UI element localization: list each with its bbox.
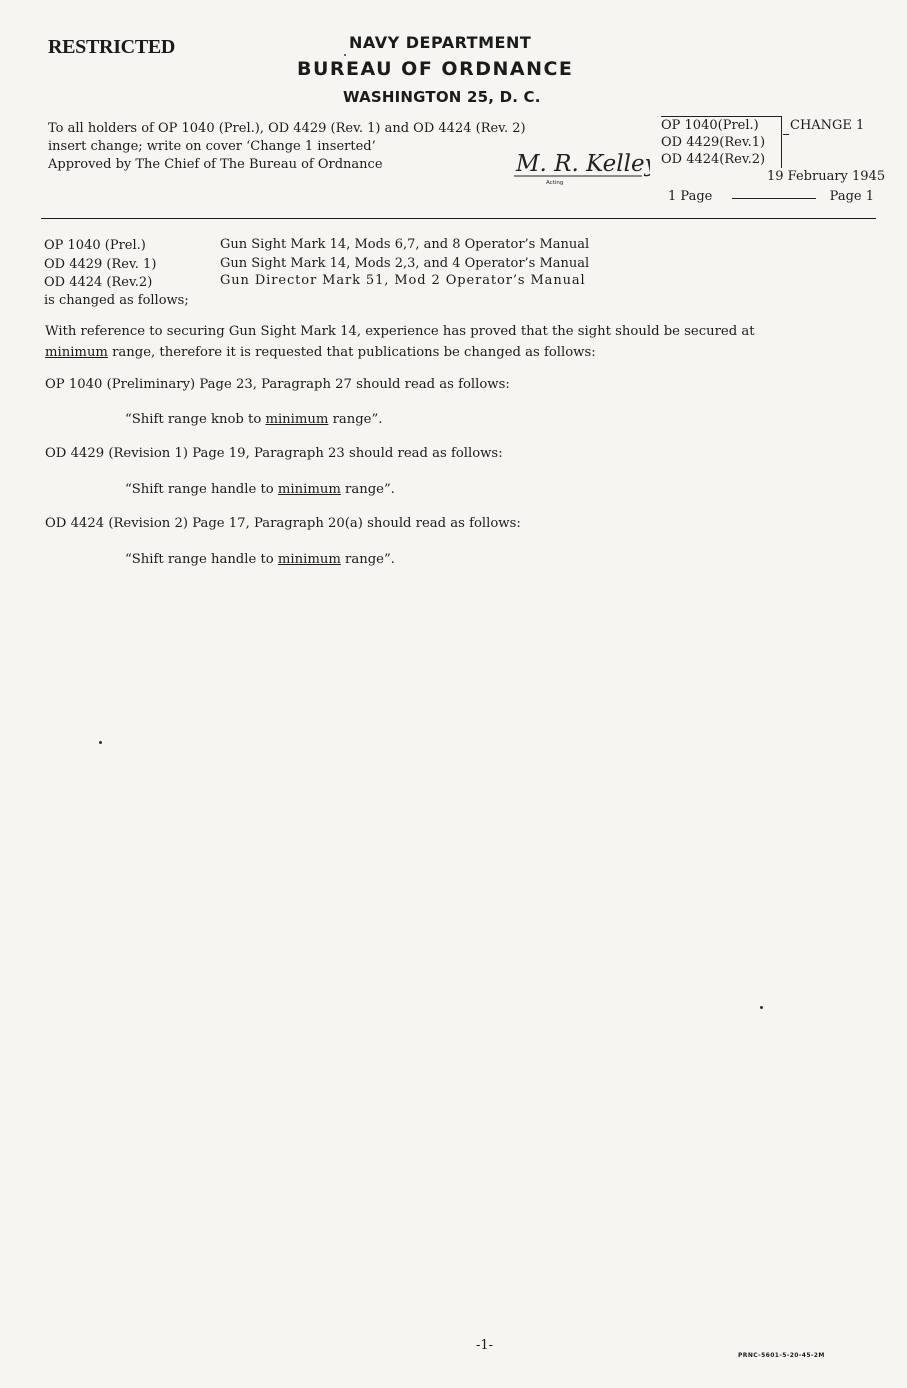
publication-code: OD 4424 (Rev.2)	[44, 275, 153, 290]
publication-code: OD 4429 (Rev. 1)	[44, 257, 157, 272]
intro-line-2: minimum range, therefore it is requested that publications be changed as follows:	[45, 345, 596, 360]
paper-speck	[760, 1006, 763, 1009]
change-quote: “Shift range knob to minimum range”.	[125, 412, 383, 427]
instruction-line-3: Approved by The Chief of The Bureau of Ordnance	[48, 157, 383, 172]
emphasis-minimum: minimum	[45, 345, 108, 360]
location-heading: WASHINGTON 25, D. C.	[343, 88, 541, 106]
department-heading: NAVY DEPARTMENT	[349, 33, 532, 52]
classification-label: RESTRICTED	[48, 36, 176, 58]
page-count-rule	[732, 198, 816, 199]
change-number: CHANGE 1	[790, 118, 865, 133]
bureau-heading: BUREAU OF ORDNANCE	[297, 58, 574, 80]
change-reference: OP 1040 (Preliminary) Page 23, Paragraph 27 should read as follows:	[45, 377, 510, 392]
paper-speck	[99, 741, 102, 744]
change-connector	[783, 134, 789, 135]
header-divider	[41, 218, 876, 219]
page-indicator: Page 1	[829, 189, 874, 204]
signature-title: Acting	[546, 180, 564, 186]
publication-title: Gun Director Mark 51, Mod 2 Operator’s Manual	[220, 273, 586, 288]
page-count-line	[668, 189, 874, 204]
publication-title: Gun Sight Mark 14, Mods 6,7, and 8 Operator’s Manual	[220, 237, 590, 252]
reference-publication: OD 4429(Rev.1)	[661, 135, 766, 150]
change-reference: OD 4429 (Revision 1) Page 19, Paragraph 23 should read as follows:	[45, 446, 503, 461]
page-count: 1 Page	[668, 189, 713, 204]
publication-title: Gun Sight Mark 14, Mods 2,3, and 4 Operator’s Manual	[220, 256, 590, 271]
signature	[510, 138, 650, 194]
printer-code: PRNC-5601-5-20-45-2M	[738, 1352, 825, 1359]
change-quote: “Shift range handle to minimum range”.	[125, 552, 395, 567]
reference-publications-box	[661, 116, 782, 168]
reference-publication: OP 1040(Prel.)	[661, 118, 759, 133]
emphasis-minimum: minimum	[277, 552, 341, 567]
change-reference: OD 4424 (Revision 2) Page 17, Paragraph 20(a) should read as follows:	[45, 516, 521, 531]
paper-speck	[344, 54, 346, 56]
instruction-line-1: To all holders of OP 1040 (Prel.), OD 4429 (Rev. 1) and OD 4424 (Rev. 2)	[48, 121, 526, 136]
instruction-line-2: insert change; write on cover ‘Change 1 inserted’	[48, 139, 376, 154]
signature-graphic	[510, 138, 650, 194]
signature-name: M. R. Kelley	[516, 151, 650, 177]
changed-as-follows: is changed as follows;	[44, 293, 189, 308]
page-number: -1-	[476, 1338, 494, 1353]
publication-code: OP 1040 (Prel.)	[44, 238, 146, 253]
emphasis-minimum: minimum	[277, 482, 341, 497]
emphasis-minimum: minimum	[265, 412, 329, 427]
intro-line-1: With reference to securing Gun Sight Mark 14, experience has proved that the sight should be secured at	[45, 324, 755, 339]
change-date: 19 February 1945	[767, 169, 886, 184]
change-quote: “Shift range handle to minimum range”.	[125, 482, 395, 497]
reference-publication: OD 4424(Rev.2)	[661, 152, 766, 167]
